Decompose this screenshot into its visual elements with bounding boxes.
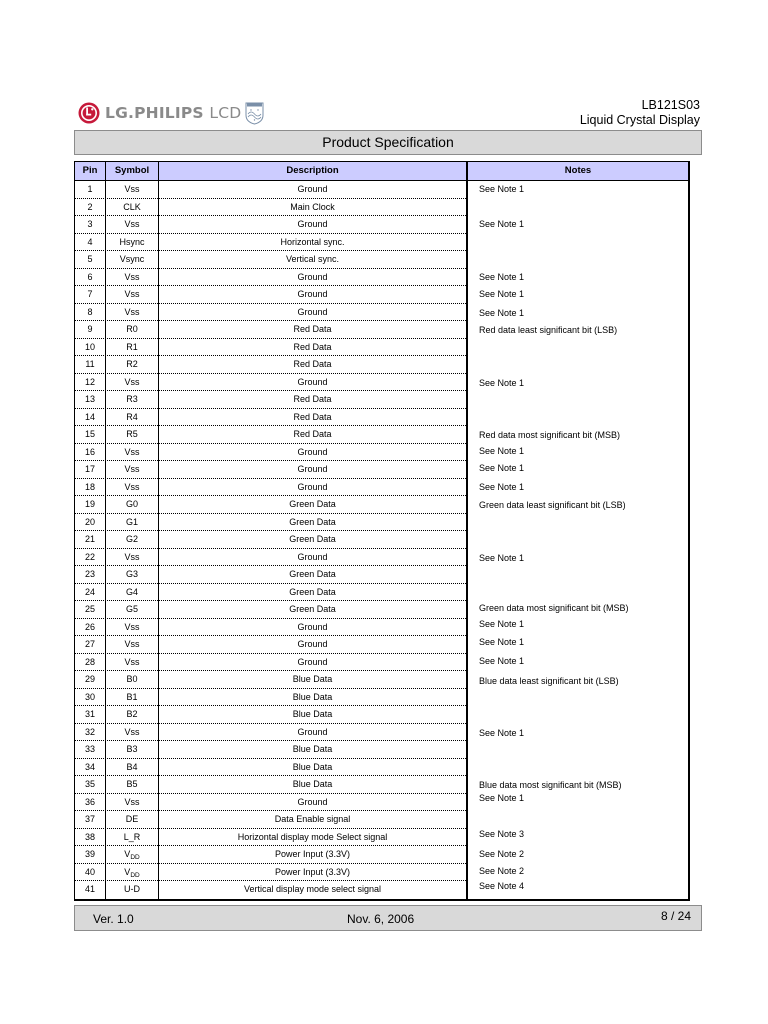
pin-description: Ground: [297, 481, 328, 492]
pin-symbol: [106, 514, 158, 531]
pin-symbol: [106, 444, 158, 461]
pin-symbol-text: Vss: [124, 464, 140, 474]
model-number: LB121S03: [641, 98, 700, 112]
table-row: [75, 566, 466, 584]
pin-description: Red Data: [293, 429, 332, 439]
pin-symbol: [106, 636, 158, 653]
note-text: See Note 1: [479, 656, 525, 666]
pin-symbol: [106, 811, 158, 828]
pin-description: Ground: [297, 184, 328, 194]
pin-symbol-text: L_R: [123, 831, 141, 842]
pin-symbol-text: Vss: [124, 376, 140, 387]
pin-symbol: [106, 584, 158, 601]
pin-symbol-text: CLK: [123, 201, 141, 212]
pin-symbol: [106, 199, 158, 216]
pin-symbol: [106, 759, 158, 776]
table-row: [75, 426, 466, 444]
pin-symbol-text: G0: [125, 499, 138, 509]
pin-description: Red Data: [293, 359, 332, 369]
pin-number: 23: [84, 569, 95, 579]
note-text: See Note 1: [479, 637, 525, 647]
table-row: [75, 181, 466, 199]
pin-number: 27: [84, 639, 95, 649]
pin-symbol-text: Vsync: [119, 254, 145, 264]
pin-description: Vertical sync.: [285, 254, 340, 264]
pin-number: 1: [87, 184, 93, 194]
pin-description: Blue Data: [292, 761, 333, 772]
pin-description: Green Data: [289, 569, 336, 579]
note-text: See Note 1: [479, 553, 525, 563]
note-text: Blue data most significant bit (MSB): [479, 780, 622, 790]
pin-symbol-text: DE: [125, 814, 139, 824]
note-text: See Note 1: [479, 308, 525, 318]
page-title: Product Specification: [74, 130, 702, 155]
table-row: [75, 286, 466, 304]
pin-description: Green Data: [289, 604, 336, 614]
pin-symbol-text: G4: [125, 586, 138, 597]
table-row: [75, 216, 466, 234]
note-text: See Note 1: [479, 728, 525, 738]
note-text: See Note 1: [479, 184, 525, 194]
product-type: Liquid Crystal Display: [579, 113, 700, 127]
pin-symbol-subscript: DD: [130, 854, 140, 861]
pin-symbol: [106, 181, 158, 198]
table-row: [75, 304, 466, 322]
pin-symbol-text: G3: [125, 569, 138, 579]
pin-symbol: [106, 741, 158, 758]
table-row: [75, 584, 466, 602]
pin-description: Ground: [297, 726, 328, 737]
note-text: See Note 1: [479, 446, 525, 456]
pin-symbol: [106, 496, 158, 513]
pin-description: Blue Data: [292, 779, 333, 789]
pin-symbol-text: Vss: [124, 551, 140, 562]
pin-symbol: [106, 601, 158, 618]
page-number: 8 / 24: [660, 909, 691, 923]
table-row: [75, 846, 466, 864]
table-row: [75, 496, 466, 514]
pin-description: Ground: [297, 551, 328, 562]
pin-symbol-text: B2: [126, 709, 138, 719]
pin-description: Ground: [297, 219, 328, 229]
table-row: [75, 829, 466, 847]
pin-description: Blue Data: [292, 709, 333, 719]
pin-symbol: [106, 339, 158, 356]
header-symbol: Symbol: [114, 165, 150, 176]
note-text: Red data least significant bit (LSB): [479, 325, 618, 335]
table-row: [75, 689, 466, 707]
table-row: [75, 479, 466, 497]
pin-description: Ground: [297, 621, 328, 632]
page-footer: [74, 905, 702, 931]
table-row: [75, 269, 466, 287]
pin-symbol-text: B5: [126, 779, 138, 789]
pin-number: 17: [84, 464, 95, 474]
pin-symbol-text: R0: [126, 324, 138, 334]
pin-description: Blue Data: [292, 691, 333, 702]
pin-description: Blue Data: [292, 674, 333, 684]
pin-symbol: [106, 409, 158, 426]
pin-symbol: [106, 549, 158, 566]
pin-number: 10: [84, 341, 95, 352]
pin-symbol: [106, 566, 158, 583]
note-text: Blue data least significant bit (LSB): [479, 676, 619, 686]
pin-assignment-table: [74, 161, 690, 901]
pin-symbol: [106, 286, 158, 303]
note-text: See Note 4: [479, 881, 525, 891]
pin-symbol-text: G1: [125, 516, 138, 527]
table-row: [75, 321, 466, 339]
pin-description: Ground: [297, 639, 328, 649]
header-notes: Notes: [564, 165, 592, 176]
note-text: See Note 2: [479, 849, 525, 859]
pin-symbol-text: Vss: [124, 621, 140, 632]
table-row: [75, 776, 466, 794]
pin-number: 28: [84, 656, 95, 667]
pin-number: 15: [84, 429, 95, 439]
pin-number: 11: [85, 359, 95, 369]
pin-symbol: [106, 689, 158, 706]
pin-number: 35: [84, 779, 95, 789]
pin-description: Green Data: [289, 499, 336, 509]
pin-number: 34: [84, 761, 95, 772]
pin-symbol-text: Vss: [124, 306, 140, 317]
note-text: See Note 3: [479, 829, 525, 839]
table-row: [75, 444, 466, 462]
note-text: See Note 2: [479, 866, 525, 876]
pin-symbol-text: B0: [126, 674, 138, 684]
note-text: See Note 1: [479, 619, 525, 629]
pin-symbol-text: R2: [126, 359, 138, 369]
pin-number: 38: [84, 831, 95, 842]
pin-symbol: [106, 829, 158, 846]
pin-symbol-text: U-D: [124, 884, 140, 894]
page-header: [74, 96, 702, 130]
table-row: [75, 391, 466, 409]
pin-symbol: [106, 391, 158, 408]
pin-number: 5: [87, 254, 93, 264]
pin-symbol-text: Vss: [124, 796, 140, 807]
table-row: [75, 251, 466, 269]
pin-number: 4: [87, 236, 93, 247]
pin-number: 33: [84, 744, 95, 754]
pin-number: 26: [84, 621, 95, 632]
pin-description: Green Data: [289, 516, 336, 527]
note-text: See Note 1: [479, 482, 525, 492]
pin-description: Green Data: [289, 534, 336, 544]
table-row: [75, 741, 466, 759]
pin-symbol-text: B3: [126, 744, 138, 754]
table-row: [75, 199, 466, 217]
table-row: [75, 654, 466, 672]
pin-symbol: [106, 864, 158, 881]
pin-symbol-text: R1: [126, 341, 138, 352]
pin-number: 9: [87, 324, 93, 334]
pin-description: Ground: [297, 376, 328, 387]
pin-description: Red Data: [293, 324, 332, 334]
pin-symbol: [106, 724, 158, 741]
pin-number: 40: [84, 866, 95, 877]
pin-number: 39: [84, 849, 95, 859]
table-row: [75, 759, 466, 777]
pin-symbol-text: Vss: [124, 639, 140, 649]
note-text: Green data least significant bit (LSB): [479, 500, 626, 510]
pin-description: Vertical display mode select signal: [243, 884, 382, 894]
pin-symbol-text: Vss: [124, 289, 140, 299]
pin-description: Data Enable signal: [274, 814, 351, 824]
pin-description: Ground: [297, 271, 328, 282]
note-text: Red data most significant bit (MSB): [479, 430, 621, 440]
note-text: See Note 1: [479, 272, 525, 282]
table-row: [75, 461, 466, 479]
pin-number: 14: [84, 411, 95, 422]
pin-symbol-text: Vss: [124, 271, 140, 282]
pin-number: 25: [84, 604, 95, 614]
pin-number: 41: [84, 884, 95, 894]
table-row: [75, 881, 466, 899]
note-text: See Note 1: [479, 289, 525, 299]
pin-symbol-text: Vss: [124, 481, 140, 492]
logo-wordmark: LG.PHILIPS LCD: [105, 104, 242, 122]
pin-description: Ground: [297, 446, 328, 457]
pin-description: Red Data: [293, 394, 332, 404]
pin-symbol: [106, 654, 158, 671]
pin-symbol: [106, 671, 158, 688]
pin-description: Blue Data: [292, 744, 333, 754]
pin-number: 16: [84, 446, 95, 457]
pin-number: 32: [84, 726, 95, 737]
pin-number: 24: [84, 586, 95, 597]
pin-symbol: [106, 706, 158, 723]
lg-face-logo-icon: [78, 102, 100, 124]
pin-symbol: [106, 479, 158, 496]
table-row: [75, 811, 466, 829]
table-row: [75, 374, 466, 392]
pin-symbol-text: Vss: [124, 184, 140, 194]
table-row: [75, 706, 466, 724]
pin-symbol: [106, 794, 158, 811]
pin-symbol: [106, 881, 158, 898]
pin-description: Horizontal sync.: [280, 236, 345, 247]
header-description: Description: [286, 165, 339, 176]
pin-description: Red Data: [293, 411, 332, 422]
pin-number: 12: [84, 376, 95, 387]
pin-number: 3: [87, 219, 93, 229]
note-text: See Note 1: [479, 378, 525, 388]
pin-symbol-text: Vss: [124, 219, 140, 229]
pin-symbol-text: Vss: [124, 726, 140, 737]
pin-symbol-text: G2: [125, 534, 138, 544]
pin-number: 36: [84, 796, 95, 807]
note-text: See Note 1: [479, 463, 525, 473]
pin-number: 21: [84, 534, 95, 544]
pin-symbol: [106, 426, 158, 443]
pin-symbol: [106, 776, 158, 793]
pin-description: Power Input (3.3V): [274, 866, 351, 877]
pin-symbol: [106, 356, 158, 373]
table-row: [75, 356, 466, 374]
pin-symbol-text: B4: [126, 761, 138, 772]
pin-description: Ground: [297, 656, 328, 667]
table-row: [75, 864, 466, 882]
note-text: See Note 1: [479, 793, 525, 803]
pin-symbol: [106, 846, 158, 863]
pin-symbol-text: V: [124, 849, 131, 859]
pin-number: 13: [84, 394, 95, 404]
pin-description: Ground: [297, 464, 328, 474]
philips-shield-icon: [245, 101, 264, 125]
pin-symbol: [106, 234, 158, 251]
pin-symbol: [106, 251, 158, 268]
table-row: [75, 671, 466, 689]
pin-number: 8: [87, 306, 93, 317]
pin-description: Green Data: [289, 586, 336, 597]
pin-symbol: [106, 216, 158, 233]
table-row: [75, 549, 466, 567]
table-row: [75, 339, 466, 357]
table-row: [75, 409, 466, 427]
note-text: See Note 1: [479, 219, 525, 229]
pin-number: 30: [84, 691, 95, 702]
pin-symbol-text: R5: [126, 429, 138, 439]
note-text: Green data most significant bit (MSB): [479, 603, 629, 613]
pin-symbol-text: R3: [126, 394, 138, 404]
table-row: [75, 636, 466, 654]
pin-description: Ground: [297, 796, 328, 807]
document-id: [580, 98, 700, 128]
table-row: [75, 724, 466, 742]
pin-symbol: [106, 619, 158, 636]
pin-symbol-text: Hsync: [119, 236, 145, 247]
version-label: Ver. 1.0: [93, 912, 134, 926]
pin-symbol-text: G5: [125, 604, 138, 614]
pin-number: 37: [84, 814, 95, 824]
pin-symbol-text: R4: [126, 411, 138, 422]
table-row: [75, 531, 466, 549]
pin-symbol: [106, 269, 158, 286]
pin-symbol: [106, 531, 158, 548]
pin-number: 29: [84, 674, 95, 684]
table-header: [75, 162, 688, 181]
table-row: [75, 514, 466, 532]
table-row: [75, 794, 466, 812]
pin-symbol: [106, 304, 158, 321]
table-row: [75, 601, 466, 619]
pin-symbol-text: Vss: [124, 446, 140, 457]
pin-number: 2: [87, 201, 93, 212]
pin-number: 19: [84, 499, 95, 509]
pin-description: Red Data: [293, 341, 332, 352]
notes-column: [468, 181, 687, 898]
pin-number: 18: [84, 481, 95, 492]
company-logo: [78, 100, 264, 126]
pin-symbol: [106, 374, 158, 391]
pin-symbol: [106, 461, 158, 478]
pin-description: Main Clock: [290, 201, 335, 212]
table-row: [75, 234, 466, 252]
pin-number: 31: [84, 709, 95, 719]
pin-description: Ground: [297, 306, 328, 317]
date-label: Nov. 6, 2006: [347, 912, 415, 926]
pin-number: 20: [84, 516, 95, 527]
pin-number: 6: [87, 271, 93, 282]
pin-symbol-text: V: [124, 866, 131, 877]
pin-description: Power Input (3.3V): [274, 849, 351, 859]
pin-description: Horizontal display mode Select signal: [237, 831, 388, 842]
pin-symbol-subscript: DD: [130, 871, 140, 879]
pin-number: 22: [84, 551, 95, 562]
header-pin: Pin: [82, 165, 98, 176]
pin-symbol-text: Vss: [124, 656, 140, 667]
pin-symbol: [106, 321, 158, 338]
table-body: [75, 181, 466, 899]
pin-description: Ground: [297, 289, 328, 299]
pin-number: 7: [87, 289, 93, 299]
table-row: [75, 619, 466, 637]
pin-symbol-text: B1: [126, 691, 138, 702]
